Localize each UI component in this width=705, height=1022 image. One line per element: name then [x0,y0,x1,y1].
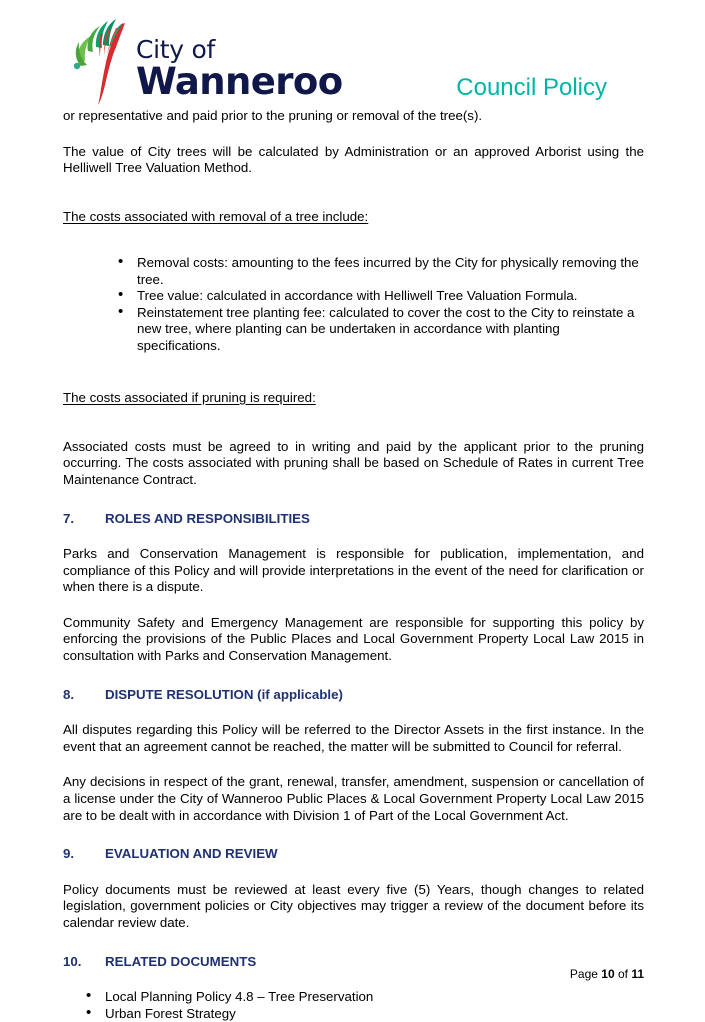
section-heading-9 [63,846,644,863]
section-8-paragraph-2: Any decisions in respect of the grant, renewal, transfer, amendment, suspension or cancellation of a license under the City of Wanneroo Public Places & Local Government Property Local Law 2015 are to be dealt with in accordance with Division 1 of Part of the Local Government Act. [63,774,644,823]
section-number: 10. [63,953,82,969]
list-item: • Removal costs: amounting to the fees incurred by the City for physically removing the tree. [63,255,644,288]
spacer [63,755,644,774]
list-item: • Tree value: calculated in accordance with Helliwell Tree Valuation Formula. [63,288,644,305]
section-number: 9. [63,846,75,862]
section-title: EVALUATION AND REVIEW [105,846,278,862]
paragraph-tree-valuation: The value of City trees will be calculated by Administration or an approved Arborist using the Helliwell Tree Valuation Method. [63,143,644,176]
section-7-paragraph-1: Parks and Conservation Management is responsible for publication, implementation, and compliance of this Policy and will provide interpretations in the event of the need for clarification or when there is a dispute. [63,546,644,595]
section-9-paragraph-1: Policy documents must be reviewed at least every five (5) Years, though changes to related legislation, government policies or City objectives may trigger a review of the document before its calendar review date. [63,881,644,930]
spacer [63,177,644,196]
kangaroo-paw-flower-icon [72,14,134,106]
removal-costs-list [63,255,644,355]
spacer [63,596,644,615]
spacer [63,355,644,377]
lead-removal-costs: The costs associated with removal of a tree include: [63,209,369,225]
section-title: DISPUTE RESOLUTION (if applicable) [105,686,343,702]
spacer [63,863,644,882]
page-footer [0,967,644,981]
footer-page-middle: of [614,967,632,981]
section-heading-7 [63,511,644,528]
section-title: ROLES AND RESPONSIBILITIES [105,510,310,526]
page-header [0,0,705,108]
footer-current-page: 10 [601,967,615,981]
section-number: 8. [63,686,75,702]
logo-wordmark [136,34,343,103]
spacer [63,420,644,439]
section-title: RELATED DOCUMENTS [105,953,257,969]
section-8-paragraph-1: All disputes regarding this Policy will be referred to the Director Assets in the first instance. In the event that an agreement cannot be reached, the matter will be submitted to Council for referral. [63,722,644,754]
logo-line-city-of: City of [136,34,215,64]
list-item: • Urban Forest Strategy [63,1006,644,1022]
section-number: 7. [63,510,75,526]
spacer [63,489,644,511]
spacer [63,239,644,255]
document-body [63,108,644,1022]
footer-total-pages: 11 [631,967,644,981]
section-7-paragraph-2: Community Safety and Emergency Management are responsible for supporting this policy by enforcing the provisions of the Public Places and Local Government Property Local Law 2015 in consultation with Parks and Conservation Management. [63,614,644,664]
logo-line-wanneroo: Wanneroo [136,60,343,103]
paragraph-continued: or representative and paid prior to the pruning or removal of the tree(s). [63,108,483,123]
document-type-title: Council Policy [456,74,607,101]
list-item: • Reinstatement tree planting fee: calculated to cover the cost to the City to reinstate a new tree, where planting can be undertaken in accordance with planting specifications. [63,305,644,355]
spacer [63,665,644,687]
related-documents-list [63,989,644,1022]
spacer [63,932,644,954]
spacer [63,703,644,722]
paragraph-pruning-costs: Associated costs must be agreed to in writing and paid by the applicant prior to the pruning occurring. The costs associated with pruning shall be based on Schedule of Rates in current Tree Maintenance Contract. [63,438,644,487]
city-of-wanneroo-logo [72,14,343,106]
spacer [63,527,644,546]
spacer [63,824,644,846]
section-heading-8 [63,687,644,704]
spacer [63,125,644,144]
footer-page-prefix: Page [569,967,602,981]
list-item: • Local Planning Policy 4.8 – Tree Preservation [63,989,644,1006]
lead-pruning-costs: The costs associated if pruning is required: [63,389,316,405]
